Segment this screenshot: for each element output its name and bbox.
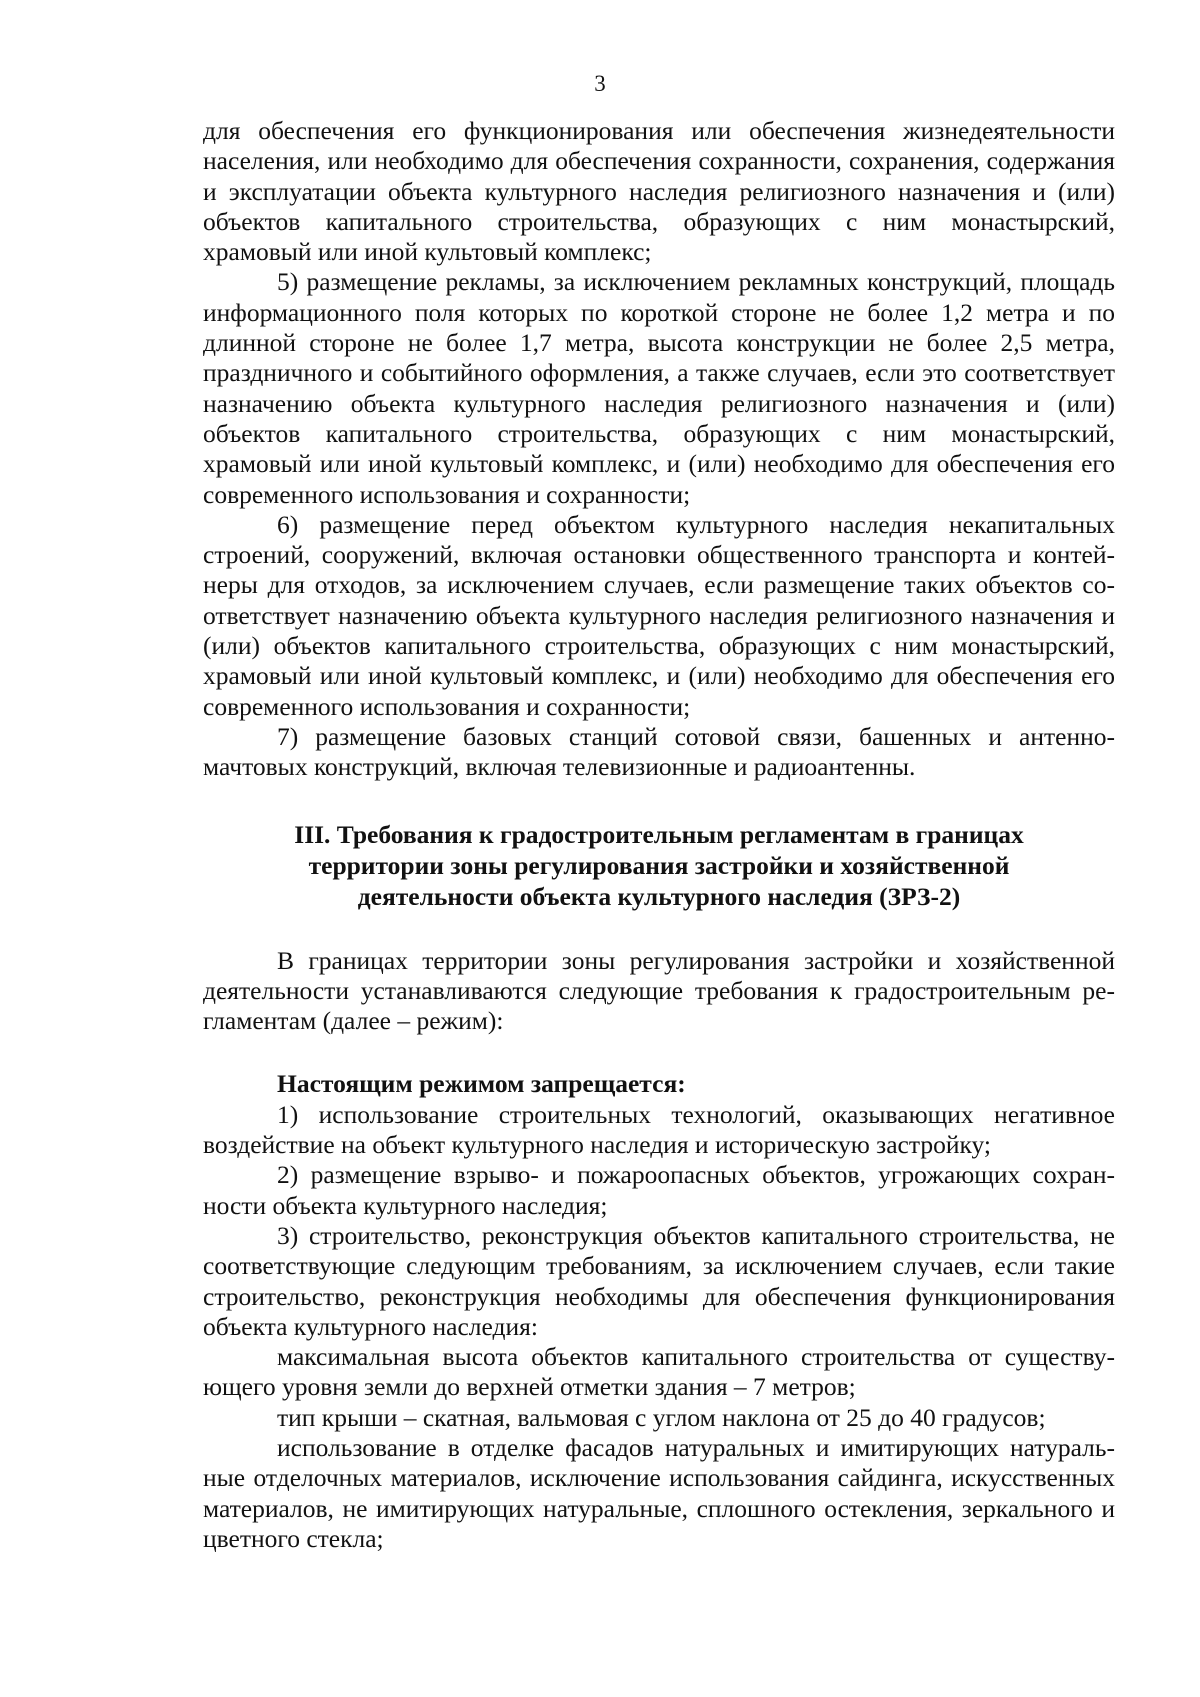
spacer xyxy=(203,1036,1115,1069)
section-heading xyxy=(203,819,1115,912)
paragraph-item-7: 7) размещение базовых станций сотовой связи, башенных и антенно-мачтовых конструкций, включая телевизионные и радиоантенны. xyxy=(203,721,1115,782)
paragraph-facade-requirement: использование в отделке фасадов натуральных и имитирующих натуральные отделочных материалов, исключение использования сайдинга, искусственных материалов, не имитирующих натуральные, сплошного остекления, зеркального и цветного стекла; xyxy=(203,1432,1115,1553)
paragraph-item-3: 3) строительство, реконструкция объектов капитального строительства, не соответствующие следующим требованиям, за исключением случаев, если такие строительство, реконструкция необходимы для обеспечения функционирования объекта культурного наследия: xyxy=(203,1220,1115,1341)
section-heading-line-2: территории зоны регулирования застройки и хозяйственной xyxy=(308,850,1010,880)
prohibited-heading: Настоящим режимом запрещается: xyxy=(277,1069,686,1099)
page-number: 3 xyxy=(594,71,606,96)
section-heading-line-3: деятельности объекта культурного наследия (ЗРЗ-2) xyxy=(357,881,961,911)
paragraph-roof-requirement: тип крыши – скатная, вальмовая с углом наклона от 25 до 40 градусов; xyxy=(277,1402,1046,1432)
paragraph-height-requirement: максимальная высота объектов капитального строительства от существующего уровня земли до верхней отметки здания – 7 метров; xyxy=(203,1342,1115,1402)
paragraph-continuation: для обеспечения его функционирования или обеспечения жизнедеятельности населения, или необходимо для обеспечения сохранности, сохранения, содержания и эксплуатации объекта культурного наследия религиозного назначения и (или) объектов капитального строительства, образующих с ним монастырский, храмовый или иной культовый комплекс; xyxy=(203,116,1115,267)
paragraph-item-6: 6) размещение перед объектом культурного наследия некапитальных строений, сооружений, включая остановки общественного транспорта и контейнеры для отходов, за исключением случаев, если размещение таких объектов соответствует назначению объекта культурного наследия религиозного назначения и (или) объектов капитального строительства, образующих с ним монастырский, храмовый или иной культовый комплекс, и (или) необходимо для обеспечения его современного использования и сохранности; xyxy=(203,509,1115,721)
document-body xyxy=(203,116,1115,1554)
paragraph-item-5: 5) размещение рекламы, за исключением рекламных конструкций, площадь информационного поля которых по короткой стороне не более 1,2 метра и по длинной стороне не более 1,7 метра, высота конструкции не более 2,5 метра, праздничного и событийного оформления, а также случаев, если это соответствует назначению объекта культурного наследия религиозного назначения и (или) объектов капитального строительства, образующих с ним монастырский, храмовый или иной культовый комплекс, и (или) необходимо для обеспечения его современного использования и сохранности; xyxy=(203,267,1115,509)
section-heading-line-1: III. Требования к градостроительным регламентам в границах xyxy=(294,819,1024,849)
spacer xyxy=(203,912,1115,946)
paragraph-item-1: 1) использование строительных технологий, оказывающих негативное воздействие на объект культурного наследия и историческую застройку; xyxy=(203,1099,1115,1160)
paragraph-item-2: 2) размещение взрыво- и пожароопасных объектов, угрожающих сохранности объекта культурного наследия; xyxy=(203,1160,1115,1220)
paragraph-intro: В границах территории зоны регулирования застройки и хозяйственной деятельности устанавливаются следующие требования к градостроительным регламентам (далее – режим): xyxy=(203,945,1115,1036)
spacer xyxy=(203,783,1115,819)
